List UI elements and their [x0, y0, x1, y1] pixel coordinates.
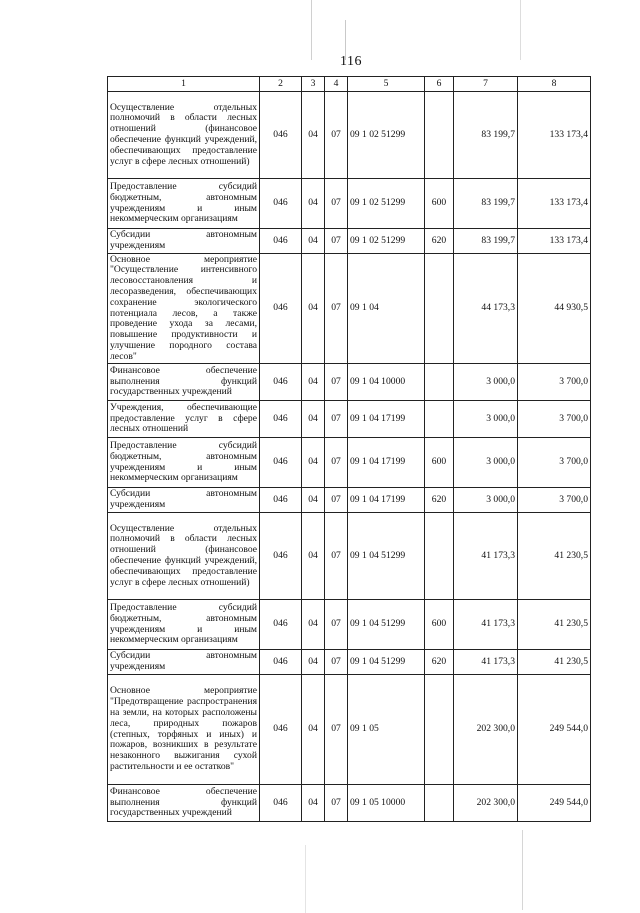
col-header-1: 1 [108, 77, 260, 92]
table-row [108, 254, 591, 364]
cell-target-article: 09 1 04 17199 [348, 401, 425, 438]
cell-grbs: 046 [260, 364, 302, 401]
scan-artifact-line [311, 0, 312, 60]
cell-target-article: 09 1 04 17199 [348, 488, 425, 513]
cell-expense-type: 620 [425, 229, 454, 254]
table-row [108, 785, 591, 822]
cell-subsection: 07 [325, 513, 348, 600]
row-description: Субсидии автономным учреждениям [108, 488, 260, 513]
cell-subsection: 07 [325, 401, 348, 438]
cell-grbs: 046 [260, 229, 302, 254]
cell-section: 04 [302, 438, 325, 488]
cell-amount-col7: 83 199,7 [454, 179, 518, 229]
cell-grbs: 046 [260, 650, 302, 675]
cell-expense-type [425, 513, 454, 600]
cell-expense-type [425, 675, 454, 785]
cell-section: 04 [302, 229, 325, 254]
cell-target-article: 09 1 04 51299 [348, 513, 425, 600]
cell-expense-type [425, 254, 454, 364]
cell-amount-col7: 41 173,3 [454, 513, 518, 600]
row-description: Предоставление субсидий бюджетным, автономным учреждениям и иным некоммерческим организациям [108, 600, 260, 650]
table-row [108, 488, 591, 513]
page-number: 116 [340, 54, 362, 69]
table-row [108, 364, 591, 401]
cell-subsection: 07 [325, 488, 348, 513]
col-header-7: 7 [454, 77, 518, 92]
row-description: Предоставление субсидий бюджетным, автономным учреждениям и иным некоммерческим организациям [108, 438, 260, 488]
cell-target-article: 09 1 04 [348, 254, 425, 364]
cell-expense-type [425, 364, 454, 401]
scan-artifact-line [345, 20, 346, 60]
cell-amount-col8: 133 173,4 [518, 229, 591, 254]
cell-amount-col7: 3 000,0 [454, 364, 518, 401]
cell-target-article: 09 1 04 17199 [348, 438, 425, 488]
cell-amount-col7: 3 000,0 [454, 488, 518, 513]
table-row [108, 92, 591, 179]
cell-expense-type: 620 [425, 650, 454, 675]
table-row [108, 513, 591, 600]
table-body [108, 92, 591, 822]
cell-section: 04 [302, 179, 325, 229]
table-row [108, 438, 591, 488]
cell-amount-col7: 83 199,7 [454, 92, 518, 179]
cell-amount-col8: 249 544,0 [518, 785, 591, 822]
cell-subsection: 07 [325, 364, 348, 401]
col-header-4: 4 [325, 77, 348, 92]
row-description: Осуществление отдельных полномочий в области лесных отношений (финансовое обеспечение функций учреждений, обеспечивающих предоставление услуг в сфере лесных отношений) [108, 513, 260, 600]
cell-grbs: 046 [260, 438, 302, 488]
cell-target-article: 09 1 04 10000 [348, 364, 425, 401]
cell-amount-col8: 133 173,4 [518, 92, 591, 179]
table-row [108, 650, 591, 675]
col-header-5: 5 [348, 77, 425, 92]
scan-artifact-line [305, 845, 306, 913]
row-description: Учреждения, обеспечивающие предоставление услуг в сфере лесных отношений [108, 401, 260, 438]
cell-section: 04 [302, 488, 325, 513]
cell-amount-col8: 41 230,5 [518, 600, 591, 650]
budget-table [107, 76, 591, 822]
cell-subsection: 07 [325, 785, 348, 822]
cell-amount-col8: 133 173,4 [518, 179, 591, 229]
cell-subsection: 07 [325, 229, 348, 254]
cell-amount-col8: 249 544,0 [518, 675, 591, 785]
cell-target-article: 09 1 04 51299 [348, 650, 425, 675]
row-description: Осуществление отдельных полномочий в области лесных отношений (финансовое обеспечение функций учреждений, обеспечивающих предоставление услуг в сфере лесных отношений) [108, 92, 260, 179]
cell-expense-type [425, 92, 454, 179]
cell-expense-type: 620 [425, 488, 454, 513]
cell-expense-type [425, 785, 454, 822]
row-description: Финансовое обеспечение выполнения функций государственных учреждений [108, 785, 260, 822]
cell-target-article: 09 1 02 51299 [348, 179, 425, 229]
cell-subsection: 07 [325, 254, 348, 364]
cell-amount-col7: 202 300,0 [454, 675, 518, 785]
cell-expense-type: 600 [425, 179, 454, 229]
row-description: Основное мероприятие "Осуществление интенсивного лесовосстановления и лесоразведения, обеспечивающих сохранение экологического потенциала лесов, а также проведение ухода за лесами, повышение продуктивности и улучшение породного состава лесов" [108, 254, 260, 364]
cell-grbs: 046 [260, 179, 302, 229]
cell-grbs: 046 [260, 785, 302, 822]
scan-artifact-line [520, 0, 521, 60]
col-header-6: 6 [425, 77, 454, 92]
table-row [108, 600, 591, 650]
cell-amount-col7: 202 300,0 [454, 785, 518, 822]
cell-amount-col8: 44 930,5 [518, 254, 591, 364]
cell-grbs: 046 [260, 254, 302, 364]
cell-section: 04 [302, 600, 325, 650]
cell-expense-type: 600 [425, 600, 454, 650]
cell-subsection: 07 [325, 92, 348, 179]
cell-amount-col7: 41 173,3 [454, 650, 518, 675]
cell-amount-col8: 3 700,0 [518, 401, 591, 438]
cell-target-article: 09 1 02 51299 [348, 229, 425, 254]
row-description: Финансовое обеспечение выполнения функций государственных учреждений [108, 364, 260, 401]
cell-subsection: 07 [325, 438, 348, 488]
cell-grbs: 046 [260, 92, 302, 179]
cell-section: 04 [302, 254, 325, 364]
cell-amount-col7: 41 173,3 [454, 600, 518, 650]
col-header-2: 2 [260, 77, 302, 92]
cell-subsection: 07 [325, 650, 348, 675]
cell-amount-col8: 3 700,0 [518, 438, 591, 488]
cell-target-article: 09 1 02 51299 [348, 92, 425, 179]
cell-subsection: 07 [325, 600, 348, 650]
cell-amount-col8: 41 230,5 [518, 513, 591, 600]
cell-section: 04 [302, 675, 325, 785]
cell-grbs: 046 [260, 600, 302, 650]
row-description: Субсидии автономным учреждениям [108, 229, 260, 254]
cell-expense-type: 600 [425, 438, 454, 488]
cell-grbs: 046 [260, 513, 302, 600]
cell-section: 04 [302, 364, 325, 401]
cell-amount-col7: 3 000,0 [454, 401, 518, 438]
cell-amount-col7: 83 199,7 [454, 229, 518, 254]
table-row [108, 401, 591, 438]
cell-target-article: 09 1 05 [348, 675, 425, 785]
table-row [108, 229, 591, 254]
cell-amount-col7: 44 173,3 [454, 254, 518, 364]
cell-section: 04 [302, 650, 325, 675]
cell-section: 04 [302, 401, 325, 438]
cell-amount-col8: 41 230,5 [518, 650, 591, 675]
table-row [108, 179, 591, 229]
row-description: Основное мероприятие "Предотвращение распространения на земли, на которых расположены леса, природных пожаров (степных, торфяных и иных) и пожаров, возникших в результате незаконного выжигания сухой растительности и ее остатков" [108, 675, 260, 785]
scan-artifact-line [522, 830, 523, 910]
cell-section: 04 [302, 513, 325, 600]
cell-grbs: 046 [260, 401, 302, 438]
cell-section: 04 [302, 92, 325, 179]
col-header-3: 3 [302, 77, 325, 92]
row-description: Предоставление субсидий бюджетным, автономным учреждениям и иным некоммерческим организациям [108, 179, 260, 229]
cell-target-article: 09 1 05 10000 [348, 785, 425, 822]
table-row [108, 675, 591, 785]
cell-amount-col7: 3 000,0 [454, 438, 518, 488]
cell-expense-type [425, 401, 454, 438]
cell-section: 04 [302, 785, 325, 822]
cell-grbs: 046 [260, 488, 302, 513]
cell-amount-col8: 3 700,0 [518, 488, 591, 513]
cell-subsection: 07 [325, 675, 348, 785]
header-row [108, 77, 591, 92]
cell-target-article: 09 1 04 51299 [348, 600, 425, 650]
col-header-8: 8 [518, 77, 591, 92]
cell-subsection: 07 [325, 179, 348, 229]
cell-grbs: 046 [260, 675, 302, 785]
row-description: Субсидии автономным учреждениям [108, 650, 260, 675]
cell-amount-col8: 3 700,0 [518, 364, 591, 401]
